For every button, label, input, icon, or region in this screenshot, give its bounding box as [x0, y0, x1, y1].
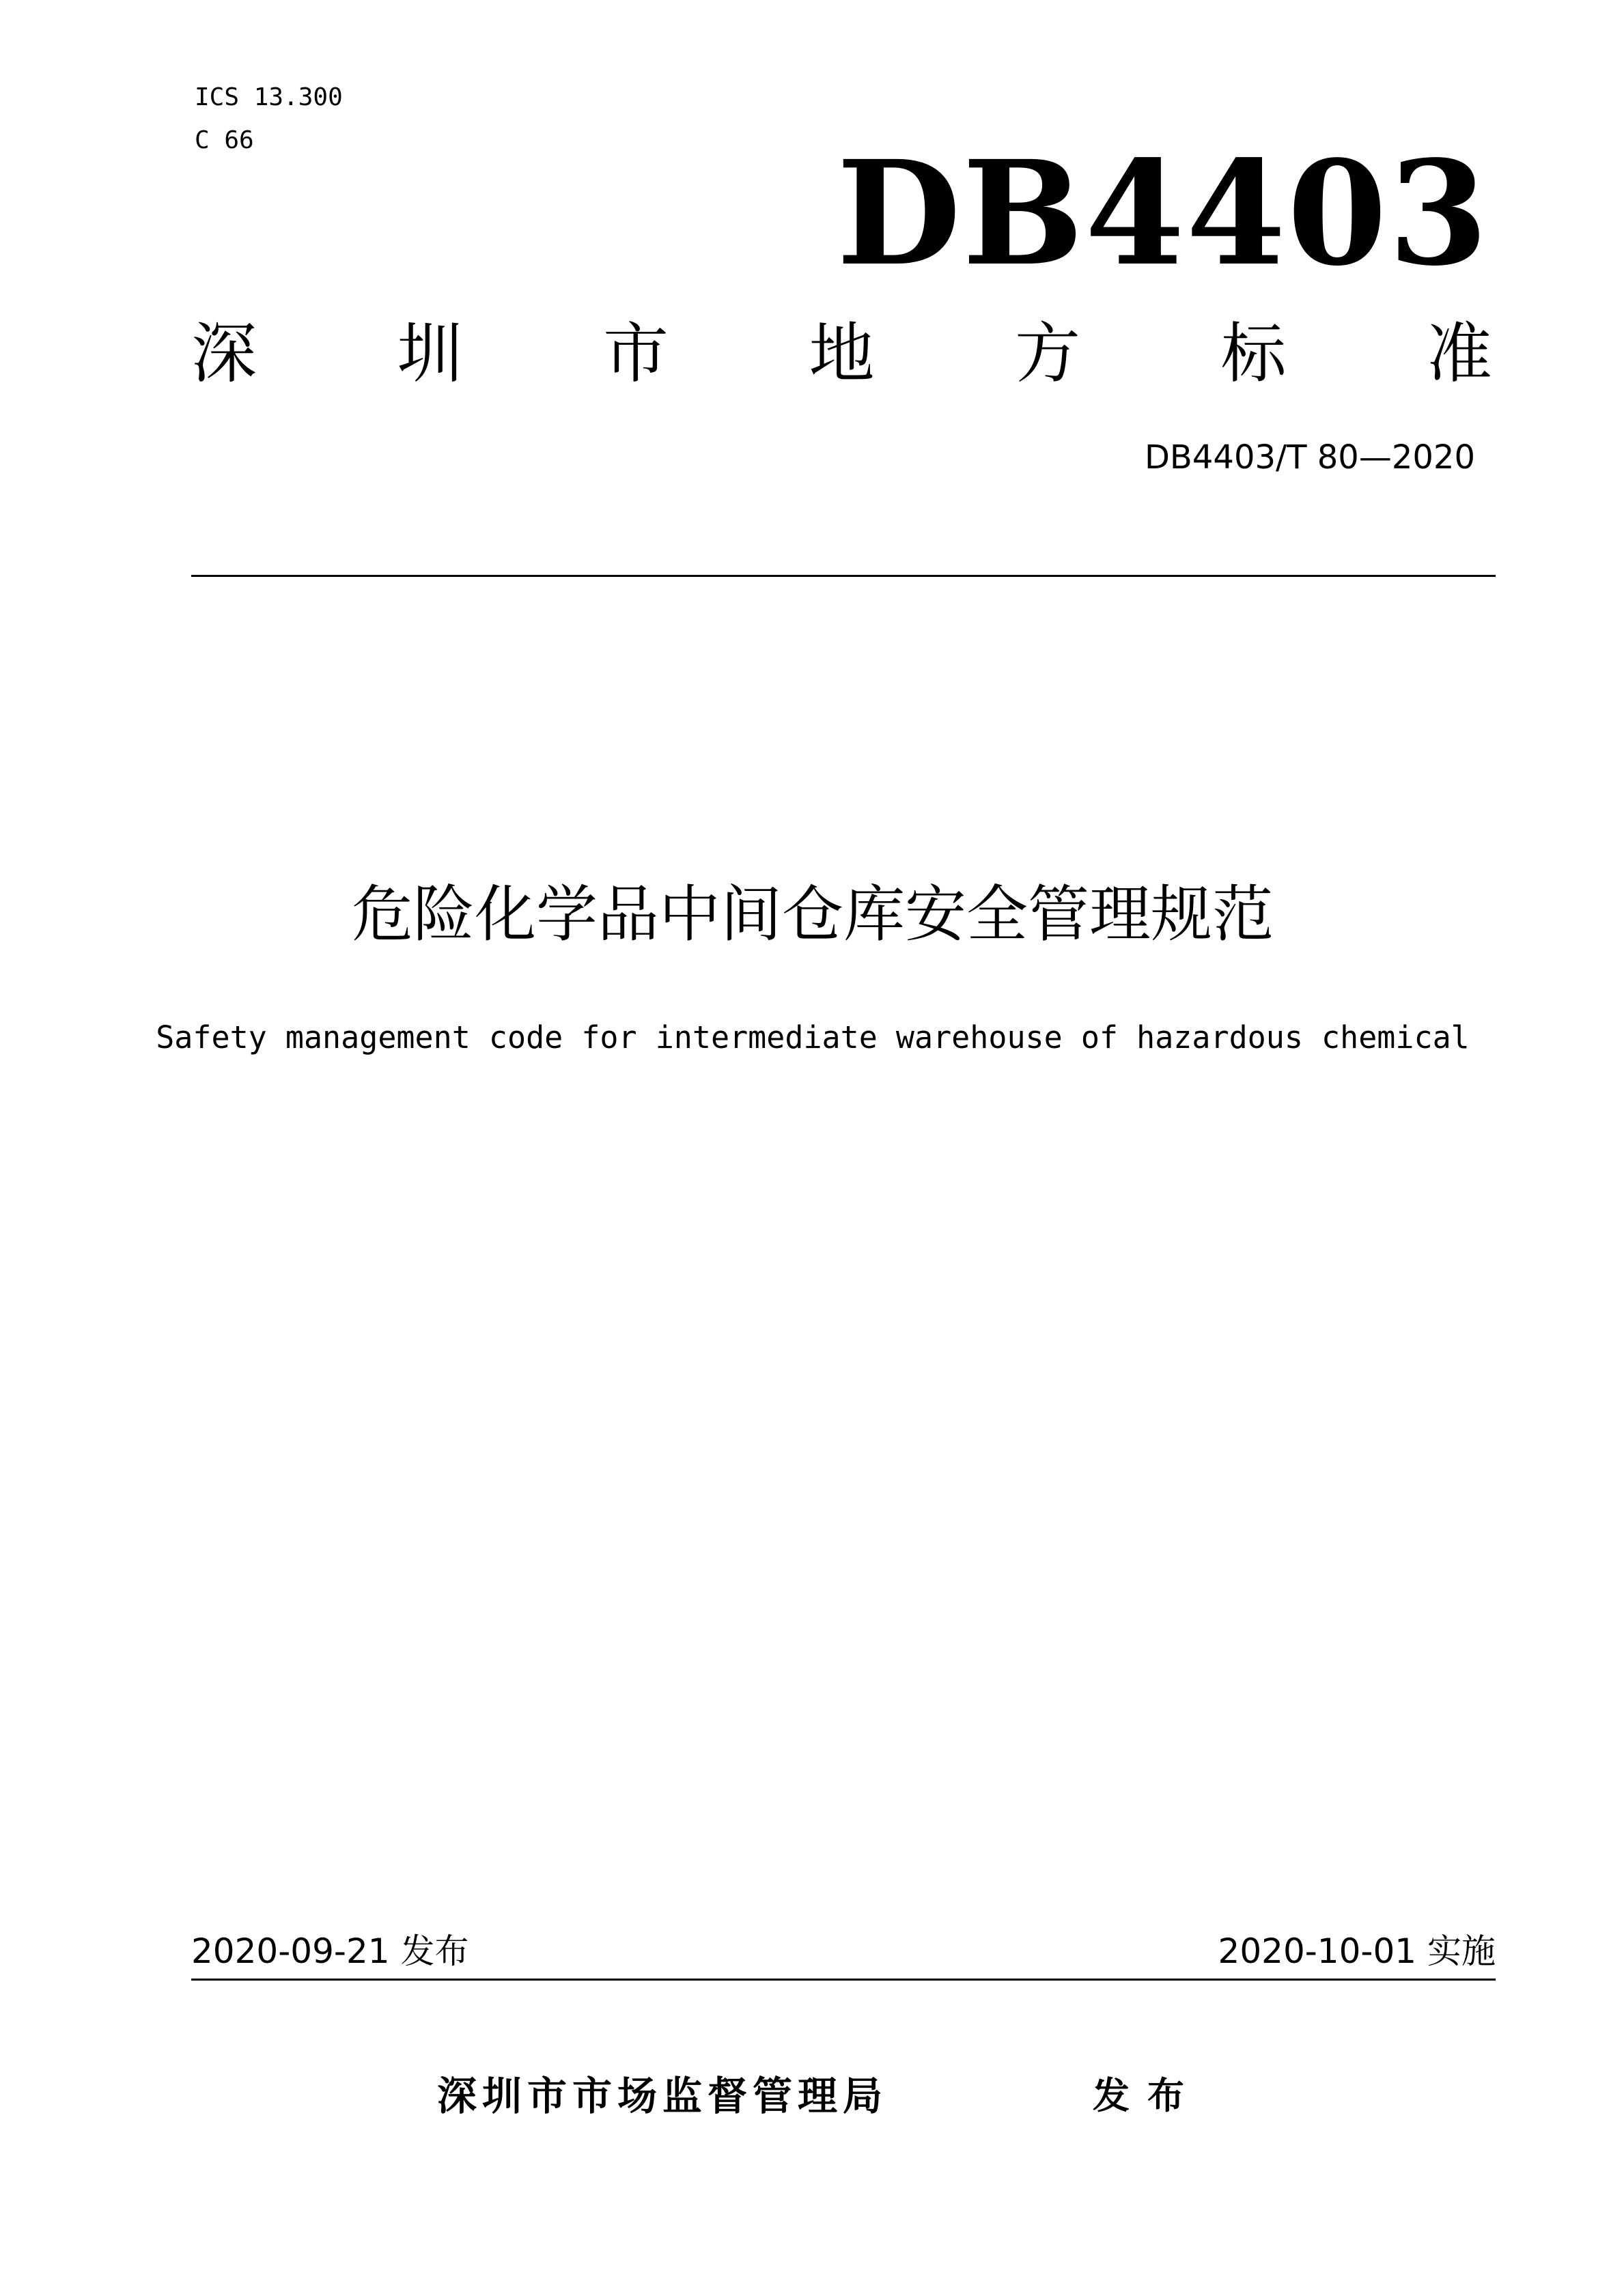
bottom-divider — [191, 1979, 1496, 1981]
standard-type-char: 准 — [1427, 315, 1492, 392]
implementation-date: 2020-10-01 实施 — [1218, 1931, 1496, 1971]
standard-type-char: 圳 — [397, 315, 463, 392]
standard-type-char: 标 — [1220, 315, 1287, 392]
standard-type-char: 方 — [1015, 315, 1080, 392]
standard-type-char: 市 — [603, 315, 669, 392]
ccs-code: C 66 — [195, 126, 254, 154]
standard-type-heading — [191, 313, 1492, 395]
issue-label: 发布 — [1093, 2074, 1202, 2117]
ics-code: ICS 13.300 — [195, 83, 343, 111]
publish-date: 2020-09-21 发布 — [191, 1931, 469, 1971]
standard-type-char: 地 — [809, 315, 875, 392]
issuing-authority: 深圳市市场监督管理局 — [437, 2073, 888, 2119]
document-title-english: Safety management code for intermediate warehouse of hazardous chemical — [156, 1019, 1470, 1055]
top-divider — [191, 575, 1496, 577]
document-title-chinese: 危险化学品中间仓库安全管理规范 — [352, 879, 1274, 950]
standard-logo: DB4403 — [837, 129, 1490, 298]
standard-number: DB4403/T 80—2020 — [1144, 438, 1475, 477]
standard-type-char: 深 — [191, 315, 257, 392]
